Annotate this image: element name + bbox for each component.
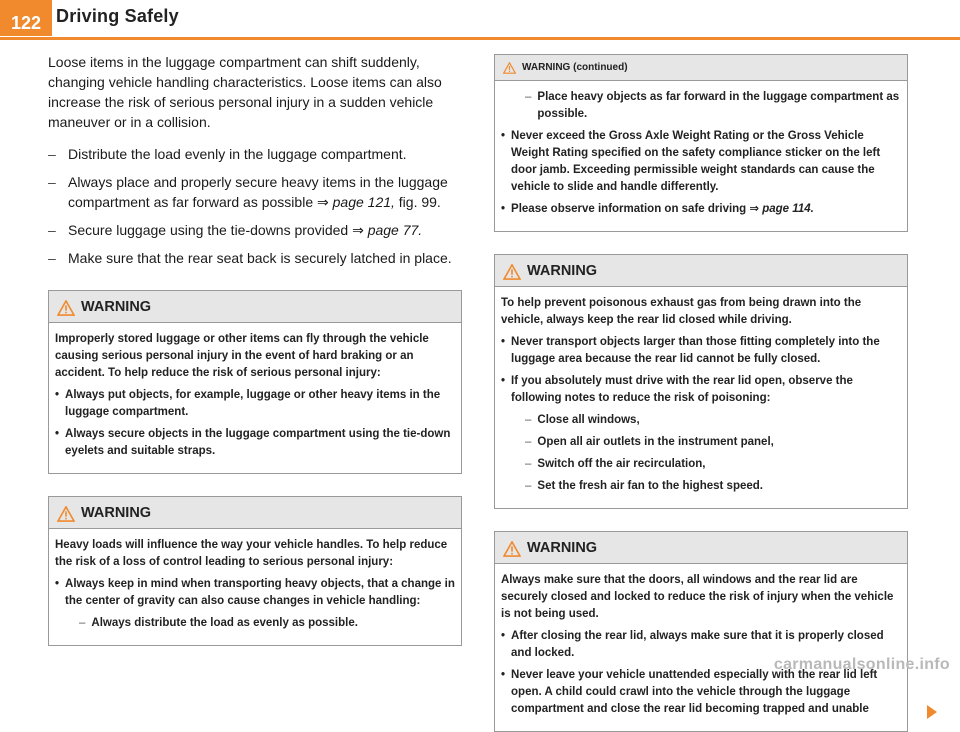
warning-triangle-icon [503,62,516,74]
intro-paragraph: Loose items in the luggage compartment can shift suddenly, changing vehicle handling characteristics. Loose items can also increase the risk of serious personal injury in a sudden vehicle maneuver or in a collision. [48,54,442,130]
warning-body [495,287,907,508]
warning-bullet: • If you absolutely must drive with the rear lid open, observe the following notes to reduce the risk of poisoning: [501,375,853,404]
warning-sub-item: – Open all air outlets in the instrument panel, [525,436,774,448]
warning-title: WARNING [527,540,598,556]
warning-bullet: • Always secure objects in the luggage compartment using the tie-down eyelets and suitable straps. [55,428,451,457]
warning-sub-item: – Set the fresh air fan to the highest speed. [525,480,763,492]
page-reference-link[interactable]: ⇒ page 77. [352,222,423,238]
warning-bullet: • Never exceed the Gross Axle Weight Rating or the Gross Vehicle Weight Rating specified on the safety compliance sticker on the left door jamb. Exceeding permissible weight standards can cause the vehicle to slide and handle differently. [501,130,881,193]
page-header [0,0,960,44]
warning-body [49,529,461,645]
warning-sub-item: – Place heavy objects as far forward in the luggage compartment as possible. [525,91,900,120]
header-rule [0,37,960,40]
warning-intro: Improperly stored luggage or other items can fly through the vehicle causing serious personal injury in the event of hard braking or an accident. To help reduce the risk of serious personal injury: [55,333,429,379]
page-reference-link[interactable]: ⇒ page 121, [317,194,395,210]
warning-title: WARNING (continued) [522,62,628,73]
warning-sub-item: – Switch off the air recirculation, [525,458,706,470]
warning-bullet: • Never leave your vehicle unattended especially with the rear lid left open. A child could crawl into the vehicle through the luggage compartment and close the rear lid becoming trapped and unable [501,669,878,715]
warning-intro: Always make sure that the doors, all windows and the rear lid are securely closed and locked to reduce the risk of injury when the vehicle is not being used. [501,574,894,620]
warning-triangle-icon [57,300,75,316]
warning-box-heavy-loads [48,496,462,646]
continue-arrow-icon[interactable] [927,705,937,719]
warning-bullet: • Always keep in mind when transporting heavy objects, that a change in the center of gravity can also cause changes in vehicle handling: [55,578,455,607]
list-item: – Distribute the load evenly in the luggage compartment. [48,144,462,164]
warning-bullet: • Never transport objects larger than those fitting completely into the luggage area because the rear lid cannot be fully closed. [501,336,880,365]
list-item: – Make sure that the rear seat back is securely latched in place. [48,248,462,268]
warning-box-luggage [48,290,462,474]
warning-body [495,564,907,731]
warning-intro: To help prevent poisonous exhaust gas from being drawn into the vehicle, always keep the rear lid closed while driving. [501,297,862,326]
watermark: carmanualsonline.info [773,656,950,673]
warning-body [495,81,907,231]
left-column [48,52,462,646]
warning-sub-item: – Always distribute the load as evenly as possible. [79,617,358,629]
instruction-list [48,144,462,268]
warning-intro: Heavy loads will influence the way your vehicle handles. To help reduce the risk of a loss of control leading to serious personal injury: [55,539,448,568]
warning-title: WARNING [527,263,598,279]
warning-title: WARNING [81,505,152,521]
list-item: – Always place and properly secure heavy items in the luggage compartment as far forward as possible ⇒ page 121, fig. 99. [48,172,462,212]
warning-header [495,255,907,287]
warning-box-doors [494,531,908,732]
list-item: – Secure luggage using the tie-downs provided ⇒ page 77. [48,220,462,240]
warning-triangle-icon [503,541,521,557]
warning-title: WARNING [81,299,152,315]
warning-bullet: • Always put objects, for example, luggage or other heavy items in the luggage compartment. [55,389,441,418]
warning-triangle-icon [57,506,75,522]
warning-bullet: • Please observe information on safe driving ⇒ page 114. [501,203,814,215]
page-number-badge: 122 [0,0,52,36]
page-reference-link[interactable]: ⇒ page 114. [749,203,814,215]
warning-header [49,291,461,323]
page-title: Driving Safely [56,6,179,26]
warning-sub-item: – Close all windows, [525,414,640,426]
warning-header [49,497,461,529]
warning-triangle-icon [503,264,521,280]
warning-body [49,323,461,473]
warning-header [495,55,907,81]
warning-bullet: • After closing the rear lid, always make sure that it is properly closed and locked. [501,630,884,659]
warning-header [495,532,907,564]
warning-box-continued [494,54,908,232]
right-column [494,52,908,732]
warning-box-exhaust [494,254,908,509]
